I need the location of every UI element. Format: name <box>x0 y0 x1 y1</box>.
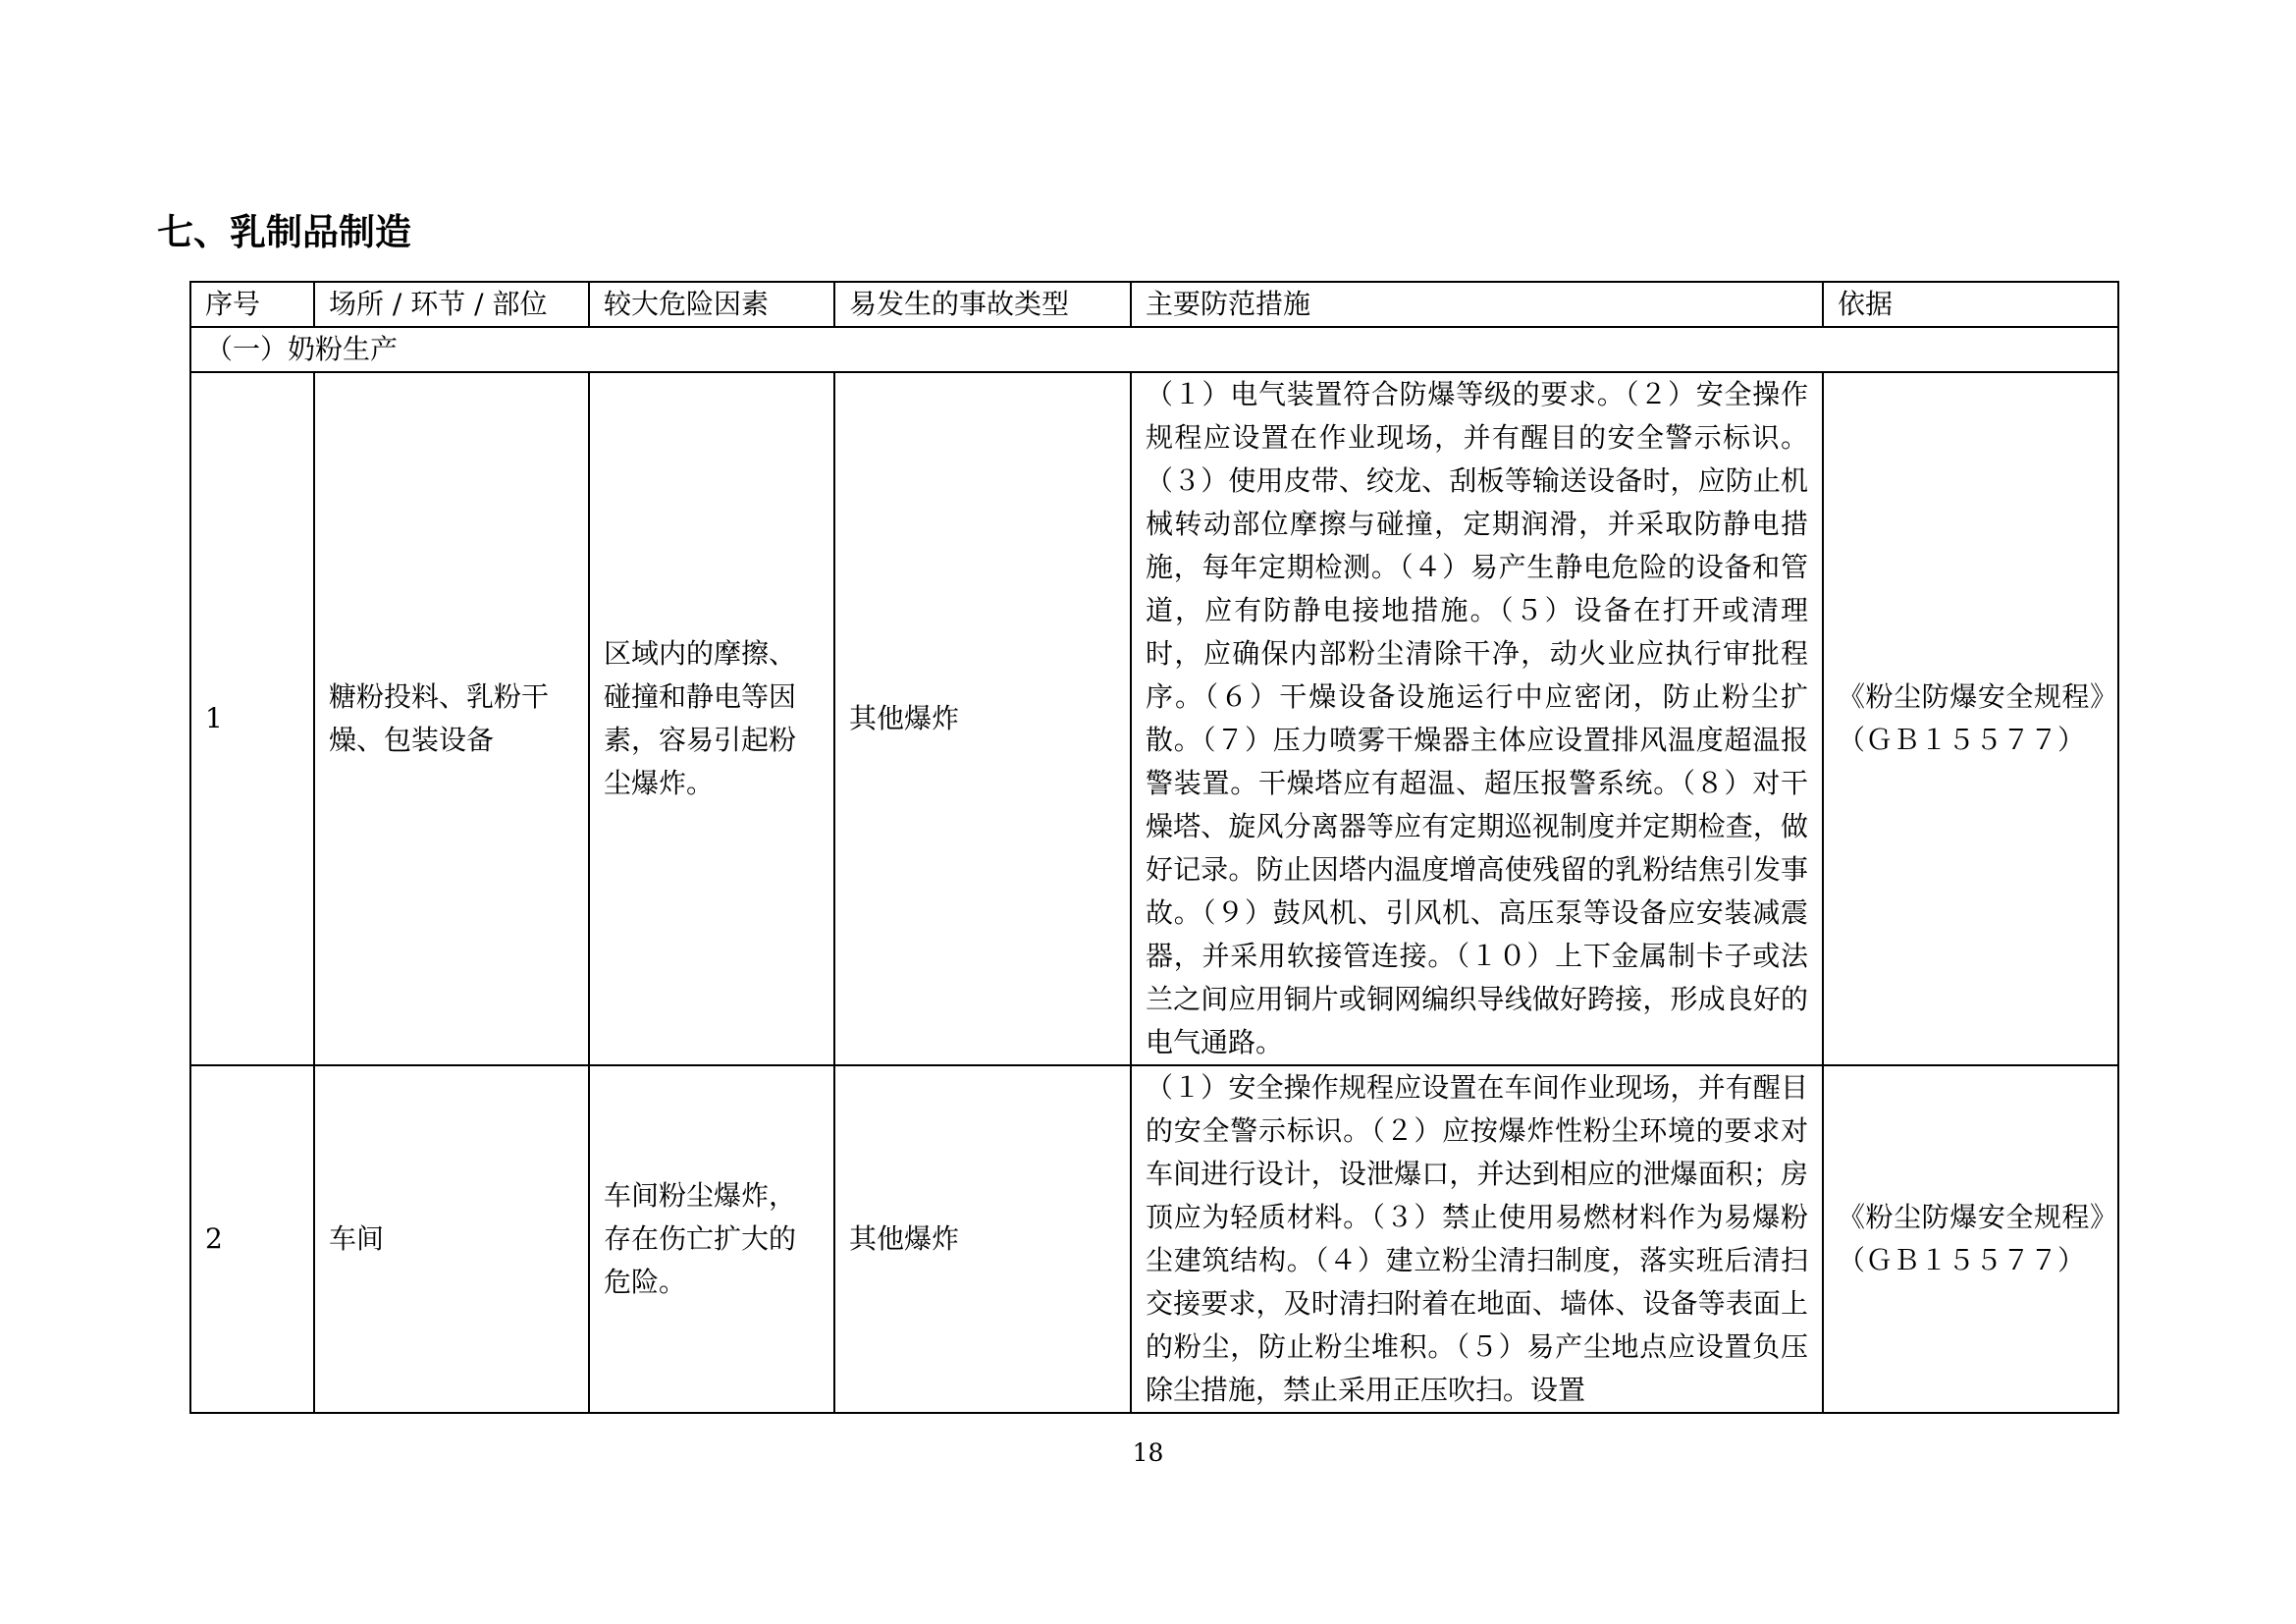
row-basis: 《粉尘防爆安全规程》（ＧＢ１５５７７） <box>1838 680 2104 756</box>
table-row <box>190 1065 2118 1413</box>
table-header-row <box>190 282 2118 327</box>
page-number: 18 <box>1132 1438 1164 1467</box>
table-row <box>190 372 2118 1065</box>
header-no: 序号 <box>190 282 314 327</box>
hazard-table <box>189 281 2119 1414</box>
row-hazard: 区域内的摩擦、碰撞和静电等因素，容易引起粉尘爆炸。 <box>589 372 834 1065</box>
group-label: （一）奶粉生产 <box>190 327 2118 372</box>
group-row <box>190 327 2118 372</box>
row-location: 糖粉投料、乳粉干燥、包装设备 <box>314 372 589 1065</box>
header-accident-type: 易发生的事故类型 <box>834 282 1131 327</box>
row-basis-cell <box>1823 372 2118 1065</box>
row-measures: （１）安全操作规程应设置在车间作业现场，并有醒目的安全警示标识。（２）应按爆炸性粉尘环境的要求对车间进行设计，设泄爆口，并达到相应的泄爆面积；房顶应为轻质材料。（３）禁止使用易燃材料作为易爆粉尘建筑结构。（４）建立粉尘清扫制度，落实班后清扫交接要求，及时清扫附着在地面、墙体、设备等表面上的粉尘，防止粉尘堆积。（５）易产尘地点应设置负压除尘措施，禁止采用正压吹扫。设置 <box>1146 1071 1808 1406</box>
row-measures-cell <box>1131 372 1823 1065</box>
row-accident-type: 其他爆炸 <box>834 372 1131 1065</box>
header-basis: 依据 <box>1823 282 2118 327</box>
header-measures: 主要防范措施 <box>1131 282 1823 327</box>
row-measures-cell <box>1131 1065 1823 1413</box>
section-title: 七、乳制品制造 <box>157 211 411 253</box>
row-basis-cell <box>1823 1065 2118 1413</box>
header-location: 场所 / 环节 / 部位 <box>314 282 589 327</box>
row-measures: （１）电气装置符合防爆等级的要求。（２）安全操作规程应设置在作业现场，并有醒目的安全警示标识。（３）使用皮带、绞龙、刮板等输送设备时，应防止机械转动部位摩擦与碰撞，定期润滑，并采取防静电措施，每年定期检测。（４）易产生静电危险的设备和管道，应有防静电接地措施。（５）设备在打开或清理时，应确保内部粉尘清除干净，动火业应执行审批程序。（６）干燥设备设施运行中应密闭，防止粉尘扩散。（７）压力喷雾干燥器主体应设置排风温度超温报警装置。干燥塔应有超温、超压报警系统。（８）对干燥塔、旋风分离器等应有定期巡视制度并定期检查，做好记录。防止因塔内温度增高使残留的乳粉结焦引发事故。（９）鼓风机、引风机、高压泵等设备应安装减震器，并采用软接管连接。（１０）上下金属制卡子或法兰之间应用铜片或铜网编织导线做好跨接，形成良好的电气通路。 <box>1146 378 1808 1058</box>
row-basis: 《粉尘防爆安全规程》（ＧＢ１５５７７） <box>1838 1201 2104 1276</box>
row-no: 1 <box>190 372 314 1065</box>
row-no: 2 <box>190 1065 314 1413</box>
header-hazard: 较大危险因素 <box>589 282 834 327</box>
row-accident-type: 其他爆炸 <box>834 1065 1131 1413</box>
row-hazard: 车间粉尘爆炸，存在伤亡扩大的危险。 <box>589 1065 834 1413</box>
row-location: 车间 <box>314 1065 589 1413</box>
